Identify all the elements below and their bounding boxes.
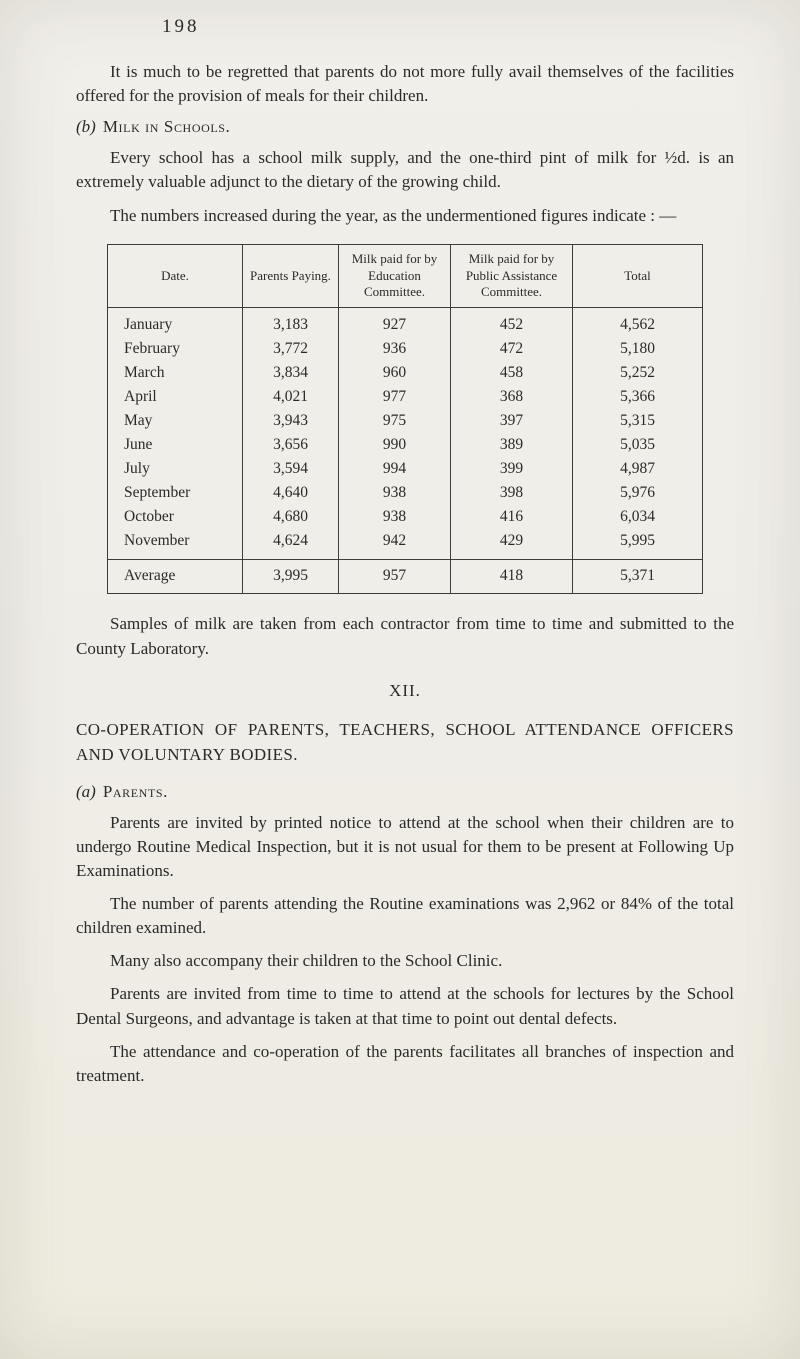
month-cell: January (108, 308, 243, 338)
col-header-parents-paying: Parents Paying. (243, 244, 339, 308)
value-cell: 4,680 (243, 505, 339, 529)
value-cell: 5,252 (573, 362, 703, 386)
parents-invited-paragraph: Parents are invited by printed notice to attend at the school when their children are to undergo Routine Medical Inspection, but it is not usual for them to be present at Following Up Examinations. (76, 812, 734, 880)
month-cell: June (108, 433, 243, 457)
value-cell: 942 (339, 529, 451, 559)
value-cell: 416 (451, 505, 573, 529)
table-row (108, 362, 703, 386)
value-cell: 5,180 (573, 338, 703, 362)
value-cell: 5,995 (573, 529, 703, 559)
col-header-assistance-committee: Milk paid for by Public Assistance Committee. (451, 244, 573, 308)
value-cell: 5,035 (573, 433, 703, 457)
month-cell: November (108, 529, 243, 559)
table-row (108, 409, 703, 433)
value-cell: 5,366 (573, 386, 703, 410)
value-cell: 4,987 (573, 457, 703, 481)
month-cell: May (108, 409, 243, 433)
average-label-cell: Average (108, 559, 243, 594)
table-row (108, 338, 703, 362)
value-cell: 6,034 (573, 505, 703, 529)
heading-prefix: (b) (76, 117, 96, 137)
table-row (108, 308, 703, 338)
milk-in-schools-heading (76, 117, 734, 137)
milk-table (107, 244, 703, 595)
samples-paragraph: Samples of milk are taken from each contractor from time to time and submitted to the County Laboratory. (76, 614, 734, 658)
value-cell: 399 (451, 457, 573, 481)
value-cell: 938 (339, 481, 451, 505)
value-cell: 4,562 (573, 308, 703, 338)
value-cell: 3,995 (243, 559, 339, 594)
value-cell: 5,315 (573, 409, 703, 433)
intro-paragraph: It is much to be regretted that parents do not more fully avail themselves of the facilities offered for the provision of meals for their children. (76, 62, 734, 106)
value-cell: 3,183 (243, 308, 339, 338)
milk-supply-paragraph: Every school has a school milk supply, and the one-third pint of milk for ½d. is an extremely valuable adjunct to the dietary of the growing child. (76, 148, 734, 192)
average-row (108, 559, 703, 594)
month-cell: July (108, 457, 243, 481)
value-cell: 4,640 (243, 481, 339, 505)
value-cell: 3,772 (243, 338, 339, 362)
value-cell: 936 (339, 338, 451, 362)
value-cell: 977 (339, 386, 451, 410)
value-cell: 957 (339, 559, 451, 594)
dental-lectures-paragraph: Parents are invited from time to time to attend at the schools for lectures by the School Dental Surgeons, and advantage is taken at that time to point out dental defects. (76, 984, 734, 1028)
value-cell: 429 (451, 529, 573, 559)
value-cell: 3,834 (243, 362, 339, 386)
value-cell: 4,624 (243, 529, 339, 559)
value-cell: 3,656 (243, 433, 339, 457)
value-cell: 398 (451, 481, 573, 505)
month-cell: February (108, 338, 243, 362)
value-cell: 3,943 (243, 409, 339, 433)
value-cell: 458 (451, 362, 573, 386)
table-row (108, 481, 703, 505)
numbers-increase-paragraph: The numbers increased during the year, as the undermentioned figures indicate : — (110, 205, 677, 225)
table-row (108, 457, 703, 481)
value-cell: 990 (339, 433, 451, 457)
table-row (108, 529, 703, 559)
month-cell: March (108, 362, 243, 386)
col-header-education-committee: Milk paid for by Education Committee. (339, 244, 451, 308)
value-cell: 368 (451, 386, 573, 410)
attendance-count-paragraph: The number of parents attending the Routine examinations was 2,962 or 84% of the total children examined. (76, 894, 734, 938)
value-cell: 472 (451, 338, 573, 362)
table-row (108, 433, 703, 457)
value-cell: 927 (339, 308, 451, 338)
value-cell: 994 (339, 457, 451, 481)
value-cell: 960 (339, 362, 451, 386)
value-cell: 452 (451, 308, 573, 338)
value-cell: 397 (451, 409, 573, 433)
month-cell: October (108, 505, 243, 529)
heading-title: Milk in Schools. (102, 117, 231, 137)
value-cell: 4,021 (243, 386, 339, 410)
table-row (108, 505, 703, 529)
value-cell: 938 (339, 505, 451, 529)
section-numeral: XII. (389, 680, 421, 700)
month-cell: September (108, 481, 243, 505)
clinic-paragraph: Many also accompany their children to the School Clinic. (110, 951, 503, 971)
value-cell: 389 (451, 433, 573, 457)
value-cell: 418 (451, 559, 573, 594)
value-cell: 975 (339, 409, 451, 433)
page-number: 198 (162, 16, 200, 37)
value-cell: 5,976 (573, 481, 703, 505)
heading-title: Parents. (102, 781, 169, 801)
value-cell: 3,594 (243, 457, 339, 481)
value-cell: 5,371 (573, 559, 703, 594)
month-cell: April (108, 386, 243, 410)
cooperation-title: CO-OPERATION OF PARENTS, TEACHERS, SCHOOL ATTENDANCE OFFICERS AND VOLUNTARY BODIES. (76, 719, 734, 765)
cooperation-benefit-paragraph: The attendance and co-operation of the parents facilitates all branches of inspection and treatment. (76, 1041, 734, 1085)
col-header-total: Total (573, 244, 703, 308)
table-row (108, 386, 703, 410)
parents-heading (76, 782, 734, 802)
heading-prefix: (a) (76, 781, 96, 801)
table-header-row (108, 244, 703, 308)
col-header-date: Date. (108, 244, 243, 308)
